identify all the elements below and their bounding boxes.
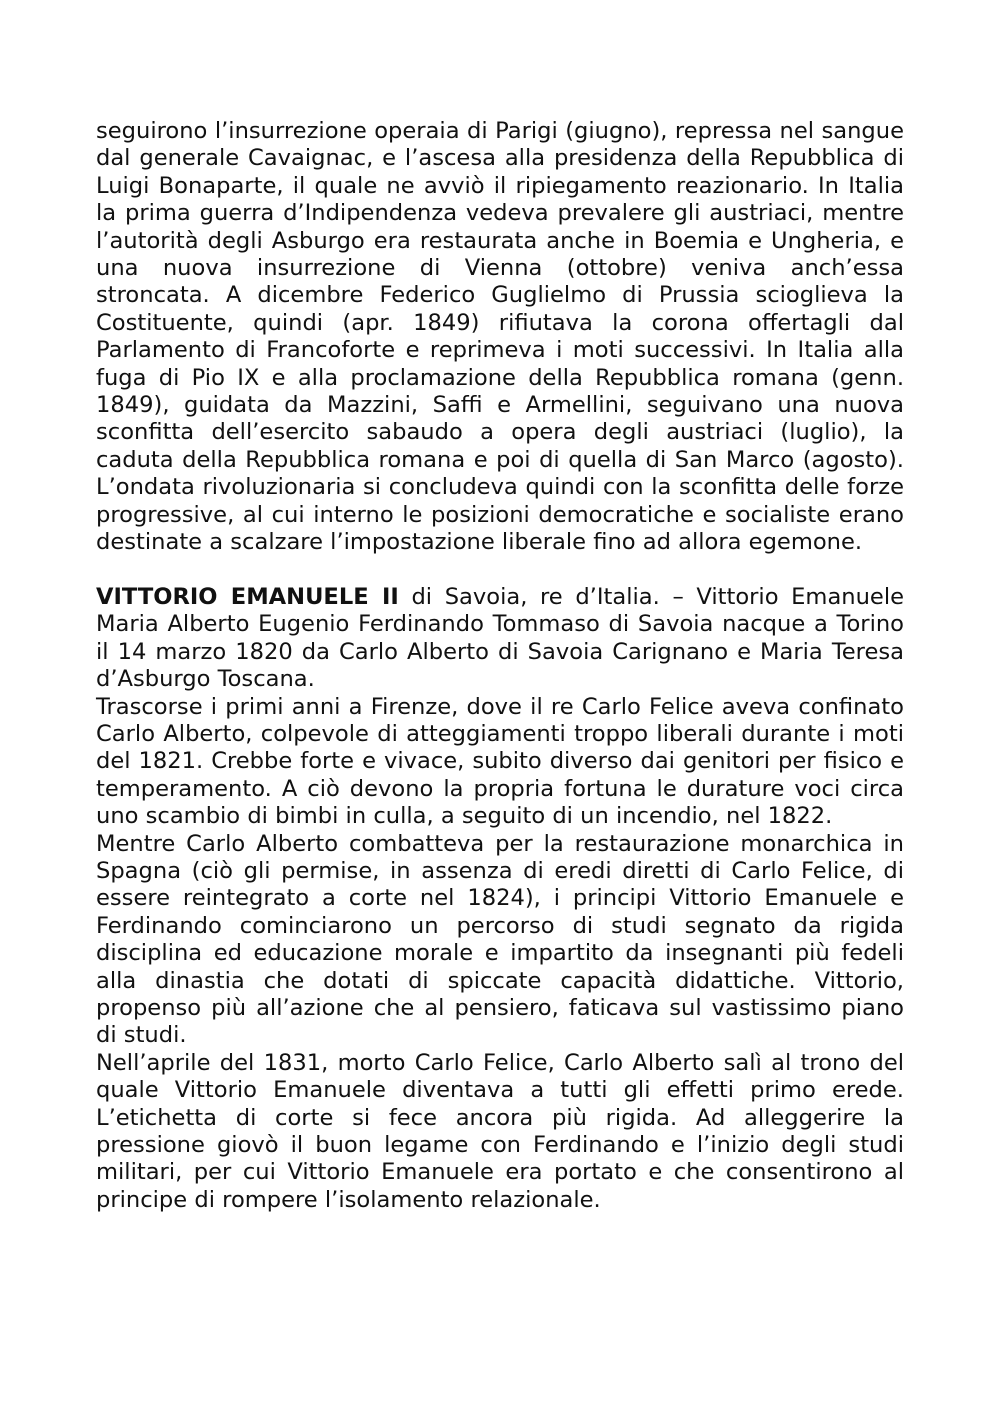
document-page xyxy=(96,118,904,1214)
entry-title: VITTORIO EMANUELE II xyxy=(96,583,399,610)
paragraph-spacer xyxy=(96,557,904,584)
entry-paragraph-1: Trascorse i primi anni a Firenze, dove il re Carlo Felice aveva confinato Carlo Alberto, colpevole di atteggiamenti troppo liberali durante i moti del 1821. Crebbe forte e vivace, subito diverso dai genitori per fisico e temperamento. A ciò devono la propria fortuna le durature voci circa uno scambio di bimbi in culla, a seguito di un incendio, nel 1822. xyxy=(96,693,904,830)
entry-paragraph-2: Mentre Carlo Alberto combatteva per la restaurazione monarchica in Spagna (ciò gli permise, in assenza di eredi diretti di Carlo Felice, di essere reintegrato a corte nel 1824), i principi Vittorio Emanuele e Ferdinando cominciarono un percorso di studi segnato da rigida disciplina ed educazione morale e impartito da insegnanti più fedeli alla dinastia che dotati di spiccate capacità didattiche. Vittorio, propenso più all’azione che al pensiero, faticava sul vastissimo piano di studi. xyxy=(96,830,904,1049)
continuation-paragraph: seguirono l’insurrezione operaia di Parigi (giugno), repressa nel sangue dal generale Cavaignac, e l’ascesa alla presidenza della Repubblica di Luigi Bonaparte, il quale ne avviò il ripiegamento reazionario. In Italia la prima guerra d’Indipendenza vedeva prevalere gli austriaci, mentre l’autorità degli Asburgo era restaurata anche in Boemia e Ungheria, e una nuova insurrezione di Vienna (ottobre) veniva anch’essa stroncata. A dicembre Federico Guglielmo di Prussia scioglieva la Costituente, quindi (apr. 1849) rifiutava la corona offertagli dal Parlamento di Francoforte e reprimeva i moti successivi. In Italia alla fuga di Pio IX e alla proclamazione della Repubblica romana (genn. 1849), guidata da Mazzini, Saffi e Armellini, seguivano una nuova sconfitta dell’esercito sabaudo a opera degli austriaci (luglio), la caduta della Repubblica romana e poi di quella di San Marco (agosto). L’ondata rivoluzionaria si concludeva quindi con la sconfitta delle forze progressive, al cui interno le posizioni democratiche e socialiste erano destinate a scalzare l’impostazione liberale fino ad allora egemone. xyxy=(96,118,904,556)
entry-intro-text: di Savoia, re d’Italia. – Vittorio Emanuele Maria Alberto Eugenio Ferdinando Tommaso di Savoia nacque a Torino il 14 marzo 1820 da Carlo Alberto di Savoia Carignano e Maria Teresa d’Asburgo Toscana. xyxy=(96,583,905,693)
entry-paragraph-3: Nell’aprile del 1831, morto Carlo Felice, Carlo Alberto salì al trono del quale Vittorio Emanuele diventava a tutti gli effetti primo erede. L’etichetta di corte si fece ancora più rigida. Ad alleggerire la pressione giovò il buon legame con Ferdinando e l’inizio degli studi militari, per cui Vittorio Emanuele era portato e che consentirono al principe di rompere l’isolamento relazionale. xyxy=(96,1049,904,1213)
entry-intro-paragraph xyxy=(96,584,904,694)
